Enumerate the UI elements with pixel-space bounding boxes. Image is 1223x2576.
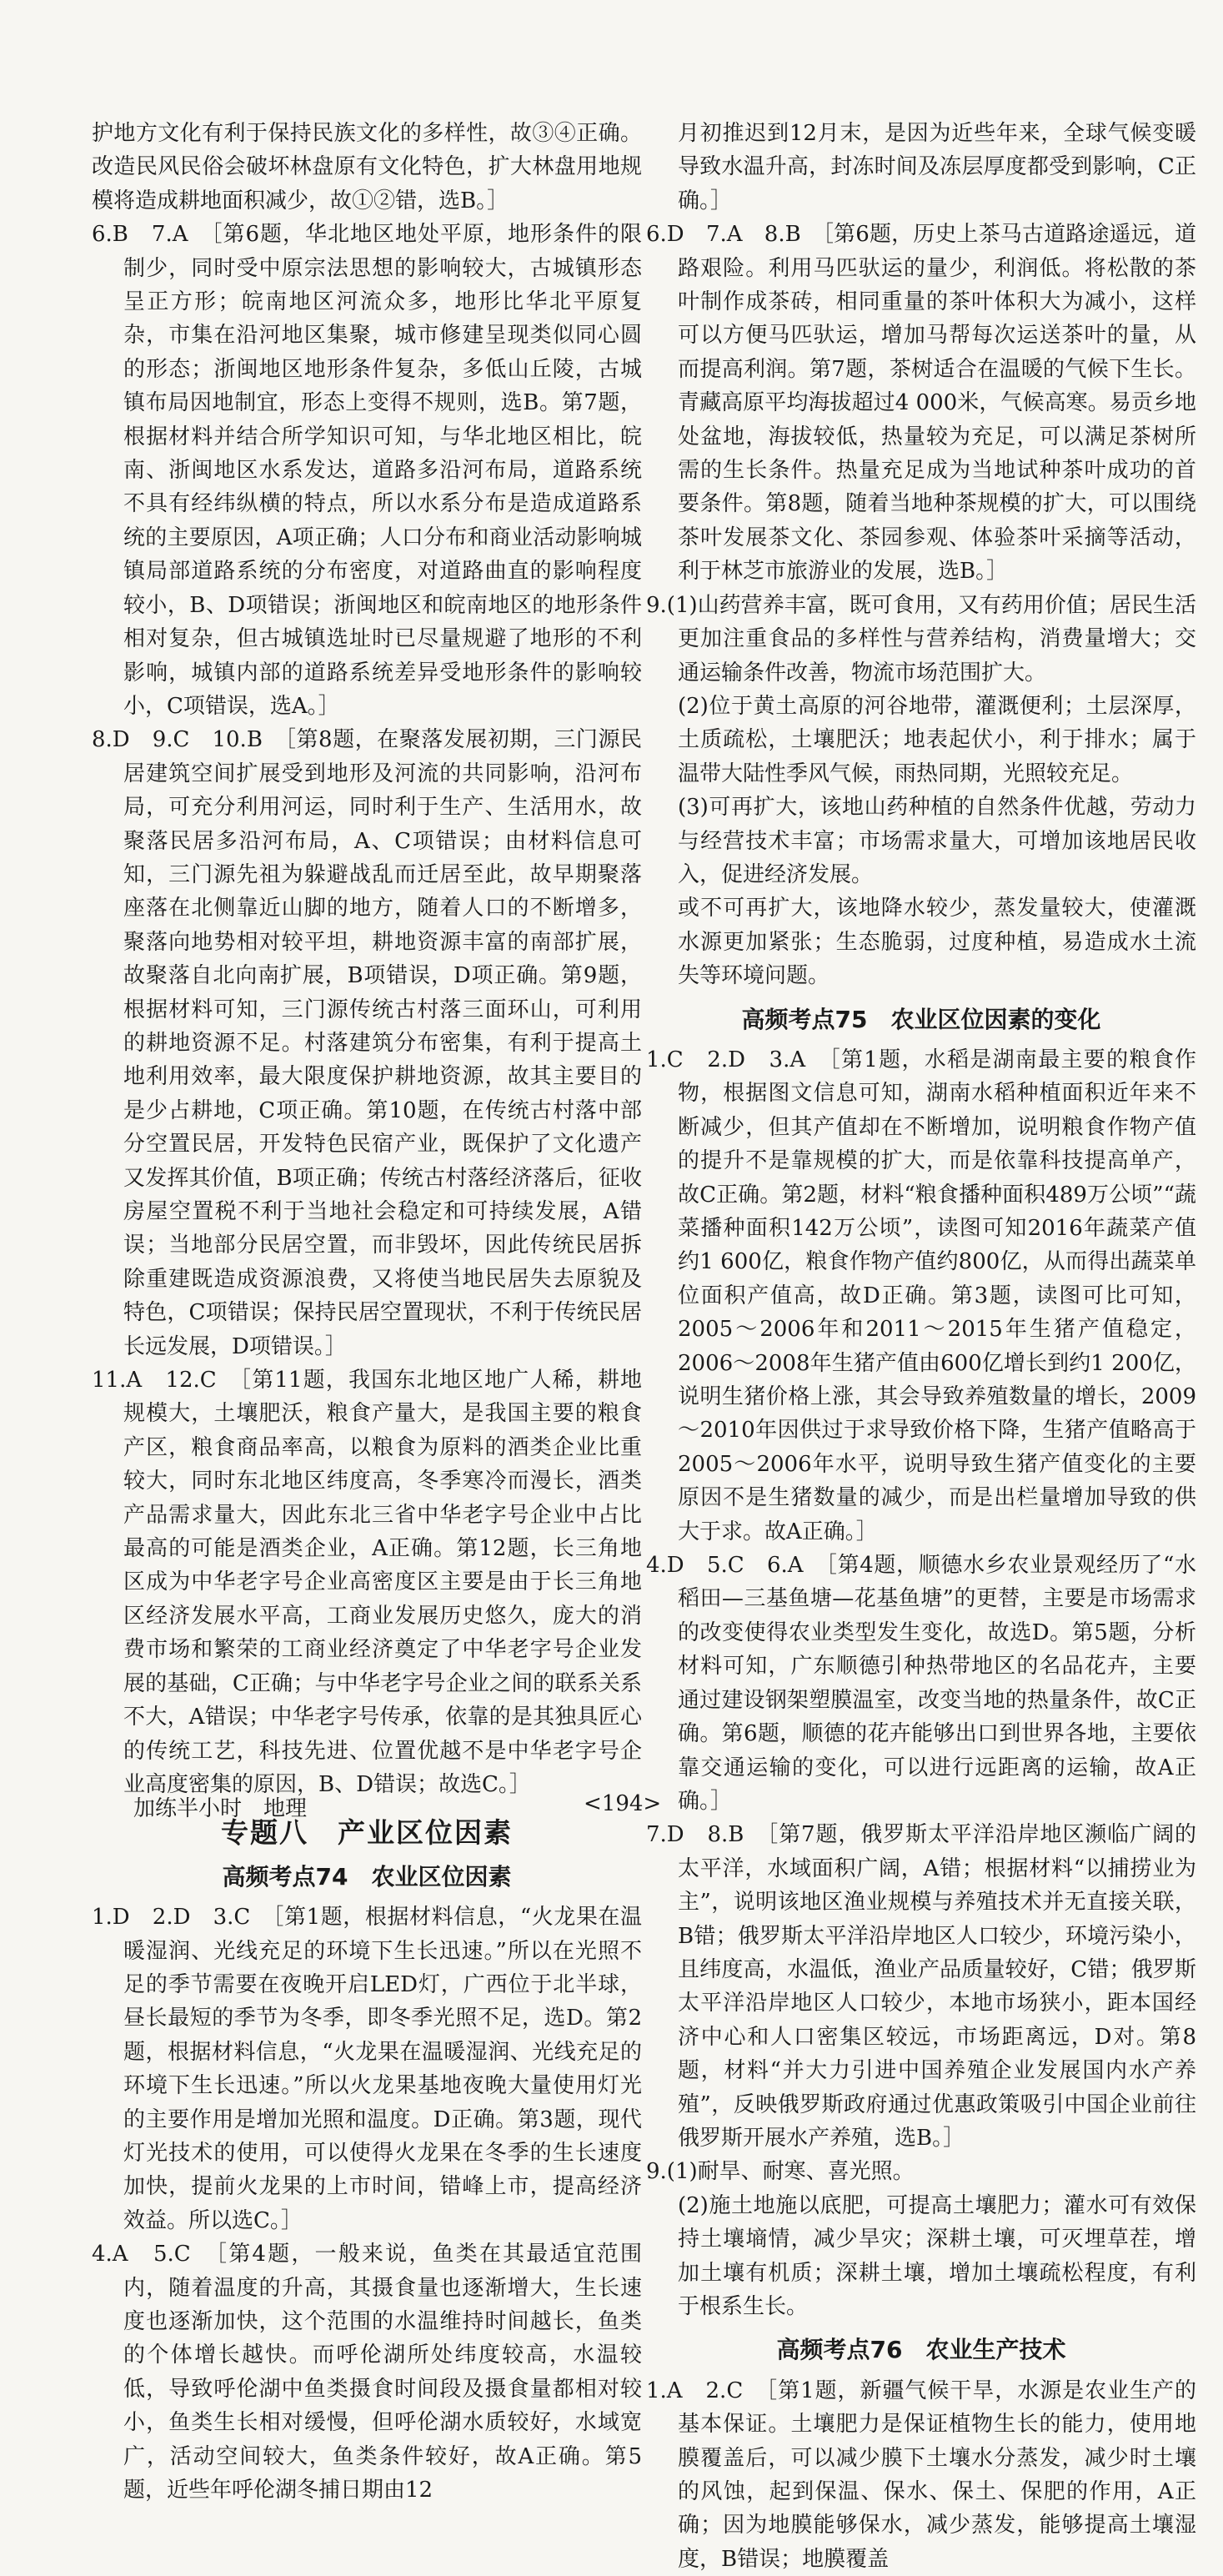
right-column: [646, 117, 1196, 2576]
answer-paragraph: 8.D 9.C 10.B ［第8题，在聚落发展初期，三门源民居建筑空间扩展受到地形及河流的共同影响，沿河布局，可充分利用河运，同时利于生产、生活用水，故聚落民居多沿河布局，A、C项错误；由材料信息可知，三门源先祖为躲避战乱而迁居至此，故早期聚落座落在北侧靠近山脚的地方，随着人口的不断增多，聚落向地势相对较平坦，耕地资源丰富的南部扩展，故聚落自北向南扩展，B项错误，D项正确。第9题，根据材料可知，三门源传统古村落三面环山，可利用的耕地资源不足。村落建筑分布密集，有利于提高土地利用效率，最大限度保护耕地资源，故其主要目的是少占耕地，C项正确。第10题，在传统古村落中部分空置民居，开发特色民宿产业，既保护了文化遗产又发挥其价值，B项正确；传统古村落经济落后，征收房屋空置税不利于当地社会稳定和可持续发展，A错误；当地部分民居空置，而非毁坏，因此传统民居拆除重建既造成资源浪费，又将使当地民居失去原貌及特色，C项错误；保持民居空置现状，不利于传统民居长远发展，D项错误。］: [92, 727, 642, 1359]
answer-paragraph: 11.A 12.C ［第11题，我国东北地区地广人稀，耕地规模大，土壤肥沃，粮食产量大，是我国主要的粮食产区，粮食商品率高，以粮食为原料的酒类企业比重较大，同时东北地区纬度高，冬季寒冷而漫长，酒类产品需求量大，因此东北三省中华老字号企业中占比最高的可能是酒类企业，A正确。第12题，长三角地区成为中华老字号企业高密度区主要是由于长三角地区经济发展水平高，工商业发展历史悠久，庞大的消费市场和繁荣的工商业经济奠定了中华老字号企业发展的基础，C正确；与中华老字号企业之间的联系关系不大，A错误；中华老字号传承，依靠的是其独具匠心的传统工艺，科技先进、位置优越不是中华老字号企业高度密集的原因，B、D错误；故选C。］: [92, 1368, 642, 1797]
section-heading: 高频考点74 农业区位因素: [222, 1862, 512, 1891]
answer-paragraph: 4.A 5.C ［第4题，一般来说，鱼类在其最适宜范围内，随着温度的升高，其摄食量也逐渐增大，生长速度也逐渐加快，这个范围的水温维持时间越长，鱼类的个体增长越快。而呼伦湖所处纬度较高，水温较低，导致呼伦湖中鱼类摄食时间段及摄食量都相对较小，鱼类生长相对缓慢，但呼伦湖水质较好，水域宽广，活动空间较大，鱼类条件较好，故A正确。第5题，近些年呼伦湖冬捕日期由12: [92, 2242, 642, 2503]
answer-paragraph: 9.(1)耐旱、耐寒、喜光照。: [646, 2159, 915, 2185]
answer-paragraph: 6.D 7.A 8.B ［第6题，历史上茶马古道路途遥远，道路艰险。利用马匹驮运的量少，利润低。将松散的茶叶制作成茶砖，相同重量的茶叶体积大为减小，这样可以方便马匹驮运，增加马帮每次运送茶叶的量，从而提高利润。第7题，茶树适合在温暖的气候下生长。青藏高原平均海拔超过4 000米，气候高寒。易贡乡地处盆地，海拔较低，热量较为充足，可以满足茶树所需的生长条件。热量充足成为当地试种茶叶成功的首要条件。第8题，随着当地种茶规模的扩大，可以围绕茶叶发展茶文化、茶园参观、体验茶叶采摘等活动，利于林芝市旅游业的发展，选B。］: [646, 222, 1196, 585]
page-number: <194>: [584, 1791, 662, 1816]
answer-paragraph: 1.A 2.C ［第1题，新疆气候干旱，水源是农业生产的基本保证。土壤肥力是保证植物生长的能力，使用地膜覆盖后，可以减少膜下土壤水分蒸发，减少时土壤的风蚀，起到保温、保水、保土、保肥的作用，A正确；因为地膜能够保水，减少蒸发，能够提高土壤湿度，B错误；地膜覆盖: [646, 2378, 1196, 2572]
answer-paragraph: (3)可再扩大，该地山药种植的自然条件优越，劳动力与经营技术丰富；市场需求量大，可增加该地居民收入，促进经济发展。: [678, 795, 1196, 887]
answer-paragraph: 9.(1)山药营养丰富，既可食用，又有药用价值；居民生活更加注重食品的多样性与营养结构，消费量增大；交通运输条件改善，物流市场范围扩大。: [646, 592, 1196, 685]
answer-paragraph: 月初推迟到12月末，是因为近些年来，全球气候变暖导致水温升高，封冻时间及冻层厚度都受到影响，C正确。］: [678, 121, 1196, 213]
answer-paragraph: 护地方文化有利于保持民族文化的多样性，故③④正确。改造民风民俗会破坏林盘原有文化特色，扩大林盘用地规模将造成耕地面积减少，故①②错，选B。］: [92, 121, 642, 213]
answer-paragraph: 或不可再扩大，该地降水较少，蒸发量较大，使灌溉水源更加紧张；生态脆弱，过度种植，易造成水土流失等环境问题。: [678, 896, 1196, 989]
section-heading: 高频考点76 农业生产技术: [776, 2336, 1066, 2364]
footer-book-title: 加练半小时 地理: [133, 1796, 308, 1821]
left-column: [92, 117, 642, 2507]
answer-paragraph: 6.B 7.A ［第6题，华北地区地处平原，地形条件的限制少，同时受中原宗法思想的影响较大，古城镇形态呈正方形；皖南地区河流众多，地形比华北平原复杂，市集在沿河地区集聚，城市修建呈现类似同心圆的形态；浙闽地区地形条件复杂，多低山丘陵，古城镇布局因地制宜，形态上变得不规则，选B。第7题，根据材料并结合所学知识可知，与华北地区相比，皖南、浙闽地区水系发达，道路多沿河布局，道路系统不具有经纬纵横的特点，所以水系分布是造成道路系统的主要原因，A项正确；人口分布和商业活动影响城镇局部道路系统的分布密度，对道路曲直的影响程度较小，B、D项错误；浙闽地区和皖南地区的地形条件相对复杂，但古城镇选址时已尽量规避了地形的不利影响，城镇内部的道路系统差异受地形条件的影响较小，C项错误，选A。］: [92, 222, 642, 719]
answer-paragraph: 1.D 2.D 3.C ［第1题，根据材料信息，“火龙果在温暖湿润、光线充足的环境下生长迅速。”所以在光照不足的季节需要在夜晚开启LED灯，广西位于北半球，昼长最短的季节为冬季，即冬季光照不足，选D。第2题，根据材料信息，“火龙果在温暖湿润、光线充足的环境下生长迅速。”所以火龙果基地夜晚大量使用灯光的主要作用是增加光照和温度。D正确。第3题，现代灯光技术的使用，可以使得火龙果在冬季的生长速度加快，提前火龙果的上市时间，错峰上市，提高经济效益。所以选C。］: [92, 1905, 642, 2233]
answer-paragraph: (2)施土地施以底肥，可提高土壤肥力；灌水可有效保持土壤墒情，减少旱灾；深耕土壤，可灭埋草茬，增加土壤有机质；深耕土壤，增加土壤疏松程度，有利于根系生长。: [678, 2192, 1196, 2319]
answer-paragraph: (2)位于黄土高原的河谷地带，灌溉便利；土层深厚，土质疏松，土壤肥沃；地表起伏小，利于排水；属于温带大陆性季风气候，雨热同期，光照较充足。: [678, 693, 1196, 786]
answer-paragraph: 1.C 2.D 3.A ［第1题，水稻是湖南最主要的粮食作物，根据图文信息可知，湖南水稻种植面积近年来不断减少，但其产值却在不断增加，说明粮食作物产值的提升不是靠规模的扩大，而是依靠科技提高单产，故C正确。第2题，材料“粮食播种面积489万公顷”“蔬菜播种面积142万公顷”，读图可知2016年蔬菜产值约1 600亿，粮食作物产值约800亿，从而得出蔬菜单位面积产值高，故D正确。第3题，读图可比可知，2005～2006年和2011～2015年生猪产值稳定，2006～2008年生猪产值由600亿增长到约1 200亿，说明生猪价格上涨，其会导致养殖数量的增长，2009～2010年因供过于求导致价格下降，生猪产值略高于2005～2006年水平，说明导致生猪产值变化的主要原因不是生猪数量的减少，而是出栏量增加导致的供大于求。故A正确。］: [646, 1047, 1196, 1544]
section-heading: 高频考点75 农业区位因素的变化: [741, 1005, 1101, 1033]
answer-paragraph: 7.D 8.B ［第7题，俄罗斯太平洋沿岸地区濒临广阔的太平洋，水域面积广阔，A错；根据材料“以捕捞业为主”，说明该地区渔业规模与养殖技术并无直接关联，B错；俄罗斯太平洋沿岸地区人口较少，环境污染小，且纬度高，水温低，渔业产品质量较好，C错；俄罗斯太平洋沿岸地区人口较少，本地市场狭小，距本国经济中心和人口密集区较远，市场距离远，D对。第8题，材料“并大力引进中国养殖企业发展国内水产养殖”，反映俄罗斯政府通过优惠政策吸引中国企业前往俄罗斯开展水产养殖，选B。］: [646, 1822, 1196, 2151]
answer-paragraph: 4.D 5.C 6.A ［第4题，顺德水乡农业景观经历了“水稻田—三基鱼塘—花基鱼塘”的更替，主要是市场需求的改变使得农业类型发生变化，故选D。第5题，分析材料可知，广东顺德引种热带地区的名品花卉，主要通过建设钢架塑膜温室，改变当地的热量条件，故C正确。第6题，顺德的花卉能够出口到世界各地，主要依靠交通运输的变化，可以进行远距离的运输，故A正确。］: [646, 1553, 1196, 1814]
section-heading: 专题八 产业区位因素: [221, 1816, 513, 1850]
